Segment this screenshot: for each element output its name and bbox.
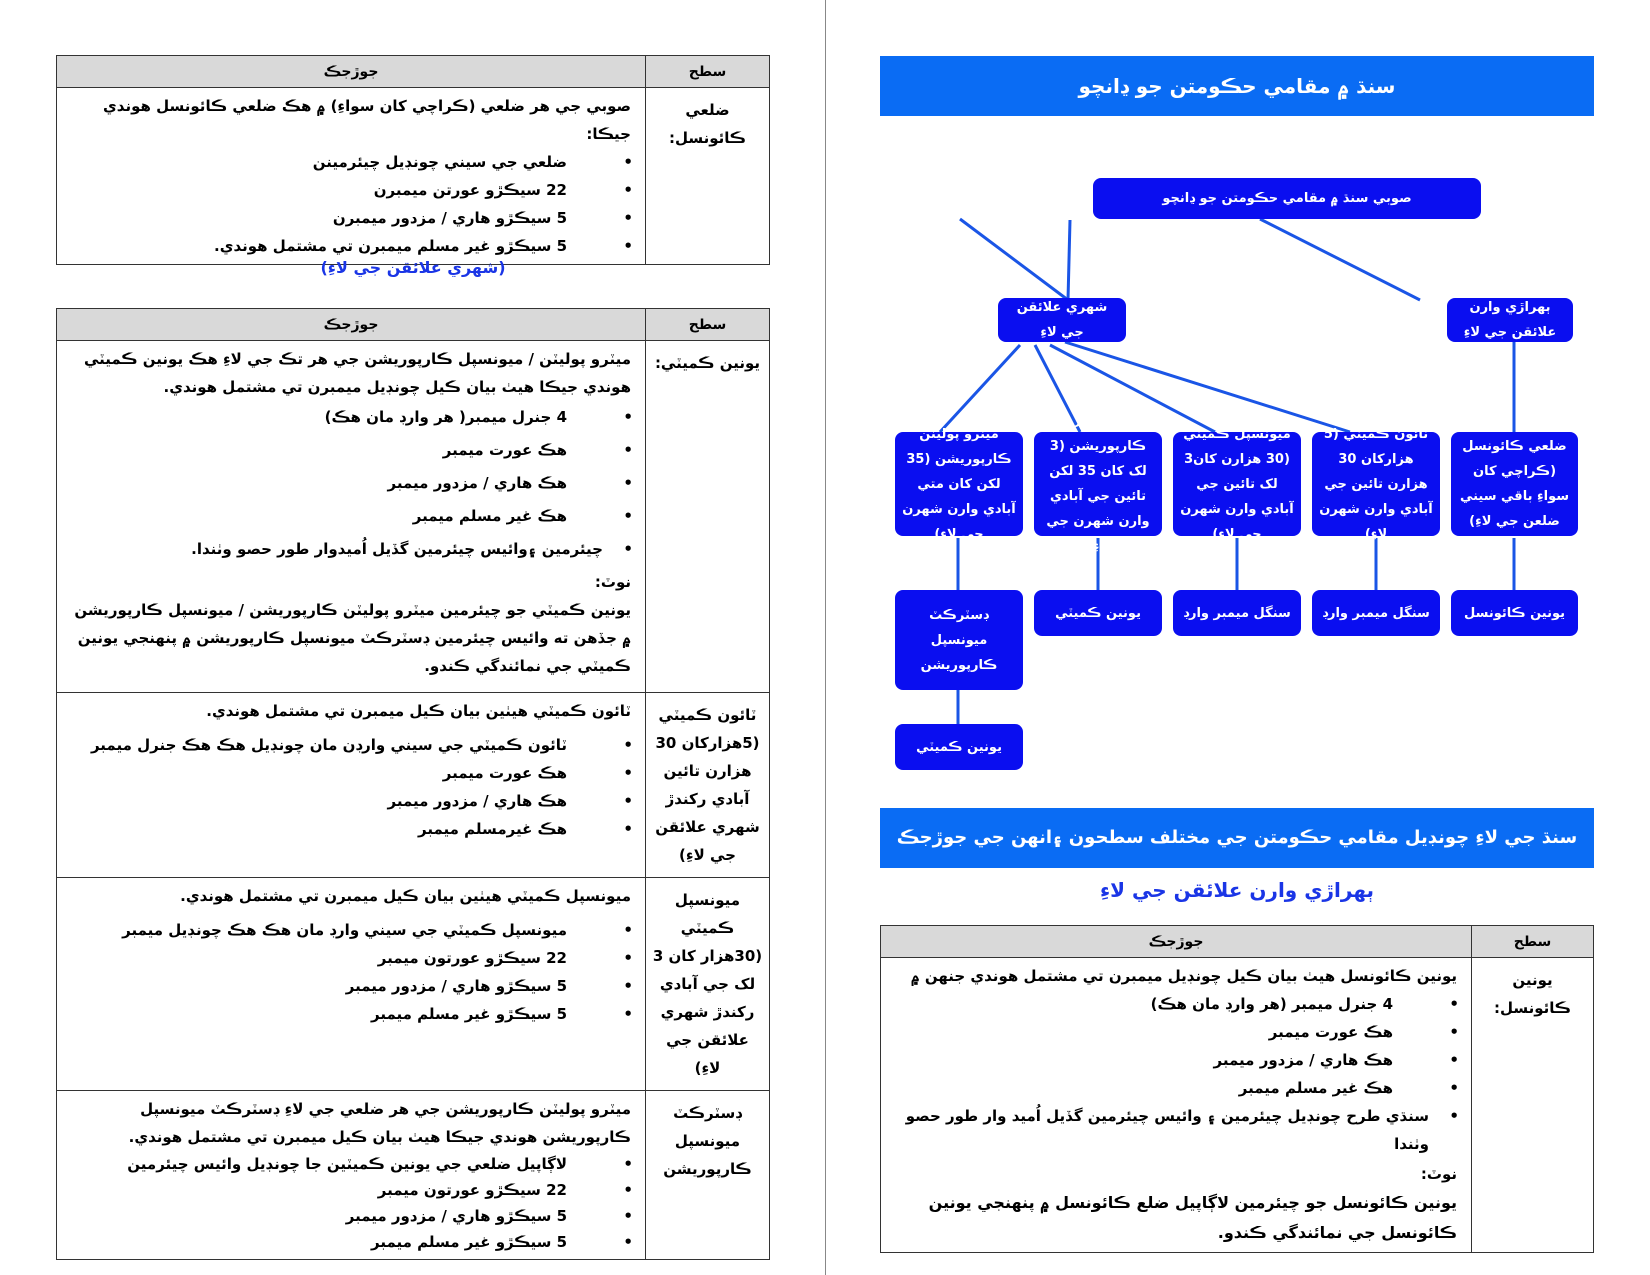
- header-level: سطح: [1472, 926, 1594, 958]
- connector: [1068, 220, 1070, 300]
- page-divider: [825, 0, 826, 1275]
- composition-intro: صوبي جي هر ضلعي (ڪراچي کان سواءِ) ۾ هڪ ضلعي ڪائونسل هوندي جيڪا:: [103, 97, 631, 143]
- composition-intro: ميٽرو پوليٽن / ميونسپل ڪارپوريشن جي هر تڪ جي لاءِ هڪ يونين ڪميٽي هوندي جيڪا هيٺ بيان ڪيل چونڊيل ميمبرن تي مشتمل هوندي.: [84, 350, 631, 396]
- org-single-member-ward-node: سنگل ميمبر وارڊ: [1173, 590, 1301, 636]
- org-metro-corporation-node: ميٽرو پوليٽن ڪارپوريشن (35 لکن کان متي آبادي وارن شهرن جي لاءِ): [895, 432, 1023, 536]
- urban-levels-table: [56, 308, 770, 1260]
- note-label: نوٽ:: [1420, 1165, 1457, 1183]
- composition-union-committee: [57, 341, 646, 693]
- org-root-node: صوبي سنڌ ۾ مقامي حڪومتن جو ڍانچو: [1093, 178, 1481, 219]
- composition-municipal-committee: [57, 878, 646, 1091]
- list-item: • 5 سيڪڙو غير مسلم ميمبر: [69, 1229, 603, 1255]
- list-item: • هڪ غير مسلم ميمبر: [893, 1074, 1429, 1102]
- level-municipal-committee: ميونسپل ڪميٽي (30هزار کان 3 لک جي آبادي رکندڙ شهري علائقن جي لاءِ): [646, 878, 770, 1091]
- member-list: [69, 401, 631, 566]
- list-item: • 5 سيڪڙو هاري / مزدور ميمبر: [69, 972, 603, 1000]
- level-district-council: ضلعي ڪائونسل:: [646, 88, 770, 265]
- rural-levels-table: [880, 925, 1594, 1253]
- org-rural-node: ٻهراڙي وارن علائقن جي لاءِ: [1447, 298, 1573, 342]
- composition-intro: ميٽرو پوليٽن ڪارپوريشن جي هر ضلعي جي لاءِ ڊسٽرڪٽ ميونسپل ڪارپوريشن هوندي جيڪا هيٺ بيان ڪيل ميمبرن تي مشتمل هوندي.: [128, 1100, 631, 1146]
- org-district-municipal-corporation-node: ڊسٽرڪٽ ميونسپل ڪارپوريشن: [895, 590, 1023, 690]
- list-item: • 5 سيڪڙو هاري / مزدور ميمبر: [69, 1203, 603, 1229]
- org-town-committee-node: ٽائون ڪميٽي (5 هزارکان 30 هزارن تائين جي آبادي وارن شهرن لاءِ): [1312, 432, 1440, 536]
- note-text: يونين ڪائونسل جو چيئرمين لاڳاپيل ضلع ڪائونسل ۾ پنهنجي يونين ڪائونسل جي نمائندگي ڪندو.: [928, 1193, 1457, 1242]
- urban-areas-caption: (شهري علائقن جي لاءِ): [320, 258, 506, 277]
- composition-intro: ميونسپل ڪميٽي هيٺين بيان ڪيل ميمبرن تي مشتمل هوندي.: [180, 887, 631, 905]
- list-item: • هڪ هاري / مزدور ميمبر: [69, 787, 603, 815]
- header-composition: جوڙجڪ: [881, 926, 1472, 958]
- composition-town-committee: [57, 693, 646, 878]
- list-item: • 22 سيڪڙو عورتون ميمبر: [69, 944, 603, 972]
- header-level: سطح: [646, 56, 770, 88]
- composition-district-municipal-corporation: [57, 1091, 646, 1260]
- levels-banner: سنڌ جي لاءِ چونڊيل مقامي حڪومتن جي مختلف سطحون ۽انهن جي جوڙجڪ: [880, 808, 1594, 868]
- header-composition: جوڙجڪ: [57, 309, 646, 341]
- org-district-council-node: ضلعي ڪائونسل (ڪراچي کان سواءِ باقي سيني ضلعن جي لاءِ): [1451, 432, 1578, 536]
- list-item: • هڪ غير مسلم ميمبر: [69, 500, 603, 533]
- org-municipal-committee-node: ميونسپل ڪميٽي (30 هزارن کان3 لک تائين جي آبادي وارن شهرن جي لاءِ): [1173, 432, 1301, 536]
- list-item: • 5 سيڪڙو غير مسلم ميمبرن تي مشتمل هوندي.: [69, 232, 603, 260]
- header-composition: جوڙجڪ: [57, 56, 646, 88]
- org-urban-node: شهري علائقن جي لاءِ: [998, 298, 1126, 342]
- list-item: • 22 سيڪڙو عورتون ميمبر: [69, 1177, 603, 1203]
- list-item: • ضلعي جي سيني چونڊيل چيئرمينن: [69, 148, 603, 176]
- rural-areas-caption: ٻهراڙي وارن علائقن جي لاءِ: [1099, 878, 1375, 902]
- list-item: • ميونسپل ڪميٽي جي سيني وارڊ مان هڪ هڪ چونڊيل ميمبر: [69, 916, 603, 944]
- note-text: يونين ڪميٽي جو چيئرمين ميٽرو پوليٽن ڪارپوريشن / ميونسپل ڪارپوريشن ۾ جڏهن ته وائيس چيئرمين ڊسٽرڪٽ ميونسپل ڪارپوريشن ۾ پنهنجي يونين ڪميٽي جي نمائندگي ڪندو.: [74, 601, 631, 675]
- list-item: • هڪ عورت ميمبر: [893, 1018, 1429, 1046]
- list-item: • هڪ غيرمسلم ميمبر: [69, 815, 603, 843]
- org-single-member-ward-node: سنگل ميمبر وارڊ: [1312, 590, 1440, 636]
- list-item: • هڪ عورت ميمبر: [69, 759, 603, 787]
- member-list: [69, 148, 631, 260]
- member-list: [69, 916, 631, 1028]
- level-union-committee: يونين ڪميٽي:: [646, 341, 770, 693]
- list-item: • هڪ هاري / مزدور ميمبر: [69, 467, 603, 500]
- org-municipal-corporation-node: ميونسپل ڪارپوريشن (3 لک کان 35 لکن تائين جي آبادي وارن شهرن جي لاءِ): [1034, 432, 1162, 536]
- composition-intro: يونين ڪائونسل هيٺ بيان ڪيل چونڊيل ميمبرن تي مشتمل هوندي جنهن ۾: [910, 967, 1457, 985]
- level-union-council: يونين ڪائونسل:: [1472, 958, 1594, 1253]
- member-list: [69, 1151, 631, 1255]
- org-union-committee-node: يونين ڪميٽي: [895, 724, 1023, 770]
- level-district-municipal-corporation: ڊسٽرڪٽ ميونسپل ڪارپوريشن: [646, 1091, 770, 1260]
- list-item: • 5 سيڪڙو هاري / مزدور ميمبرن: [69, 204, 603, 232]
- list-item: • 5 سيڪڙو غير مسلم ميمبر: [69, 1000, 603, 1028]
- member-list: [893, 990, 1457, 1158]
- list-item: • 4 جنرل ميمبر( هر وارڊ مان هڪ): [69, 401, 603, 434]
- list-item: • چيئرمين ۽وائيس چيئرمين گڏيل اُميدوار طور حصو وٺندا.: [69, 533, 603, 566]
- list-item: • هڪ عورت ميمبر: [69, 434, 603, 467]
- level-town-committee: ٽائون ڪميٽي (5هزارکان 30 هزارن تائين آبادي رکندڙ شهري علائقن جي لاءِ): [646, 693, 770, 878]
- list-item: • هڪ هاري / مزدور ميمبر: [893, 1046, 1429, 1074]
- composition-district-council: [57, 88, 646, 265]
- org-union-committee-node: يونين ڪميٽي: [1034, 590, 1162, 636]
- structure-banner: سنڌ ۾ مقامي حڪومتن جو ڍانچو: [880, 56, 1594, 116]
- list-item: • ٽائون ڪميٽي جي سيني وارڊن مان چونڊيل هڪ هڪ جنرل ميمبر: [69, 731, 603, 759]
- composition-union-council: [881, 958, 1472, 1253]
- district-council-table: [56, 55, 770, 265]
- member-list: [69, 731, 631, 843]
- list-item: • لاڳاپيل ضلعي جي يونين ڪميٽين جا چونڊيل وائيس چيئرمين: [69, 1151, 603, 1177]
- org-union-council-node: يونين ڪائونسل: [1451, 590, 1578, 636]
- list-item: • 22 سيڪڙو عورتن ميمبرن: [69, 176, 603, 204]
- composition-intro: ٽائون ڪميٽي هيٺين بيان ڪيل ميمبرن تي مشتمل هوندي.: [206, 702, 631, 720]
- note-label: نوٽ:: [594, 573, 631, 591]
- list-item: • 4 جنرل ميمبر (هر وارڊ مان هڪ): [893, 990, 1429, 1018]
- list-item: • سنڌي طرح چونڊيل چيئرمين ۽ وائيس چيئرمين گڏيل اُميد وار طور حصو وٺندا: [893, 1102, 1429, 1158]
- header-level: سطح: [646, 309, 770, 341]
